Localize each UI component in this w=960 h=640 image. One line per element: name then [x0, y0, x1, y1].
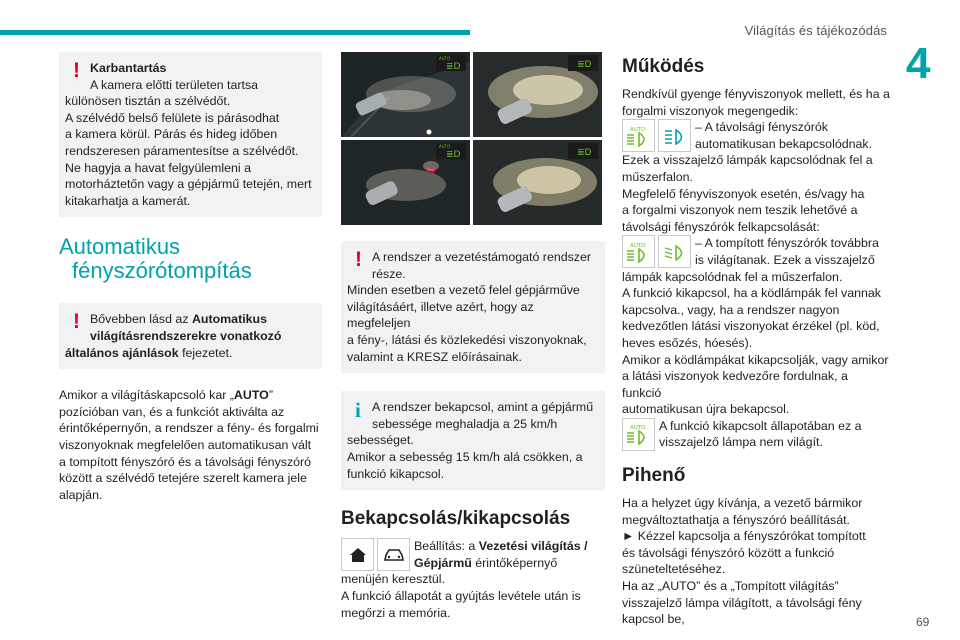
svg-text:AUTO: AUTO — [629, 242, 645, 249]
home-icon — [341, 538, 374, 571]
reference-line — [65, 311, 312, 328]
road-illustrations — [341, 52, 605, 225]
text: Amikor a világításkapcsoló kar „ — [59, 388, 234, 403]
body-line: műszerfalon. — [622, 169, 693, 184]
car-icon — [377, 538, 410, 571]
auto-high-beam-off-icon — [622, 418, 655, 451]
body-line: Rendkívül gyenge fényviszonyok mellett, és ha a — [622, 87, 890, 101]
warning-line: a fény-, látási és közlekedési viszonyoknak, — [347, 332, 587, 347]
road-illustration-3 — [341, 140, 470, 225]
maintenance-warning-box — [59, 52, 322, 217]
reference-line — [65, 345, 312, 362]
warning-line: a kamera körül. Párás és hideg időben — [65, 127, 278, 142]
header-accent-bar — [0, 30, 470, 35]
auto-label: AUTO — [629, 126, 645, 133]
info-line: sebességet. — [347, 433, 414, 448]
body-line: és távolsági fényszóró között a funkció — [622, 545, 835, 560]
section-heading-line: Automatikus — [59, 234, 181, 260]
text: érintőképernyő — [471, 555, 558, 570]
warning-icon: ! — [355, 248, 362, 271]
warning-line: valamint a KRESZ előírásainak. — [347, 349, 522, 364]
pause-heading: Pihenő — [622, 465, 686, 487]
chapter-number: 4 — [906, 39, 931, 88]
body-line: A funkció kikapcsol, ha a ködlámpák fel vannak — [622, 286, 881, 301]
item-line: – A tompított fényszórók továbbra — [695, 236, 879, 251]
svg-text:AUTO: AUTO — [629, 425, 645, 432]
speed-info-box — [341, 391, 605, 490]
svg-text:AUTO: AUTO — [439, 144, 451, 149]
body-line: a forgalmi viszonyok nem teszik lehetővé a — [622, 203, 858, 218]
body-line: pozícióban van, és a funkciót aktiválta az — [59, 404, 285, 419]
svg-text:≣D: ≣D — [446, 62, 461, 72]
body-line: megváltoztathatja a fényszóró beállítását. — [622, 512, 850, 527]
body-line: viszonyoknak megfelelően automatikusan vált — [59, 437, 312, 452]
body-line: Amikor a ködlámpákat kikapcsolják, vagy amikor — [622, 352, 889, 367]
operation-heading: Működés — [622, 56, 705, 77]
auto-badge-label: AUTO — [439, 56, 451, 61]
reference-warning-box — [59, 303, 322, 369]
body-line: megőrzi a memória. — [341, 605, 451, 620]
svg-text:≣D: ≣D — [446, 150, 461, 160]
text: Bővebben lásd az — [90, 312, 192, 327]
warning-line: A rendszer a vezetéstámogató rendszer — [372, 250, 592, 264]
activation-heading: Bekapcsolás/kikapcsolás — [341, 508, 571, 530]
body-line: alapján. — [59, 487, 103, 502]
road-illustration-2 — [473, 52, 602, 137]
low-beam-row — [622, 235, 890, 268]
text: Beállítás: a — [414, 539, 479, 554]
item-line: – A távolsági fényszórók — [695, 120, 828, 135]
body-line: menüjén keresztül. — [341, 572, 445, 587]
page-number: 69 — [916, 615, 930, 629]
body-line: Ha az „AUTO” és a „Tompított világítás” — [622, 579, 839, 594]
body-line: kapcsolva., vagy, ha a rendszer nagyon — [622, 302, 840, 317]
body-line — [59, 387, 322, 404]
body-line: Ha a helyzet úgy kívánja, a vezető bármikor — [622, 496, 863, 511]
warning-line: Ne hagyja a havat felgyülemleni a — [65, 160, 251, 175]
body-line: A funkció állapotát a gyújtás levétele után is — [341, 588, 581, 603]
warning-line: A szélvédő belső felülete is párásodhat — [65, 110, 280, 125]
warning-title: Karbantartás — [90, 61, 167, 75]
off-indicator-row — [622, 418, 890, 451]
item-line: visszajelző lámpa nem világít. — [659, 435, 823, 450]
svg-text:≣D: ≣D — [577, 60, 592, 70]
body-line: automatikusan újra bekapcsol. — [622, 402, 790, 417]
warning-line: világításáért, illetve azért, hogy az megfeleljen — [347, 299, 534, 331]
warning-line: kitakarhatja a kamerát. — [65, 193, 191, 208]
body-line: visszajelző lámpa világított, a távolsági fény — [622, 595, 862, 610]
road-illustration-4 — [473, 140, 602, 225]
warning-icon: ! — [73, 59, 80, 82]
text: fejezetet. — [178, 345, 233, 360]
body-line: kedvezőtlen látási viszonyokat érzékel (pl. köd, — [622, 319, 880, 334]
high-beam-icon — [658, 119, 691, 152]
warning-line: Minden esetben a vezető felel gépjárműve — [347, 283, 580, 298]
body-line: lámpák kapcsolódnak fel a műszerfalon. — [622, 269, 843, 284]
body-line: Ezek a visszajelző lámpák kapcsolódnak fel a — [622, 153, 873, 168]
item-line: A funkció kikapcsolt állapotában ez a — [659, 418, 862, 433]
warning-line: A kamera előtti területen tartsa — [90, 77, 259, 92]
driver-responsibility-warning — [341, 241, 605, 373]
section-heading-line: fényszórótompítás — [72, 258, 252, 284]
info-line: funkció kikapcsol. — [347, 466, 445, 481]
item-line: is világítanak. Ezek a visszajelző — [695, 252, 875, 267]
reference-line: világításrendszerekre vonatkozó — [90, 328, 282, 343]
warning-line: része. — [372, 266, 406, 281]
info-line: Amikor a sebesség 15 km/h alá csökken, a — [347, 449, 583, 464]
text-bold: Gépjármű — [414, 555, 472, 570]
text-bold: általános ajánlások — [65, 345, 179, 360]
svg-text:≣D: ≣D — [577, 148, 592, 158]
settings-line — [414, 538, 605, 555]
section-heading — [59, 235, 322, 283]
column-2 — [341, 52, 605, 621]
text-bold: AUTO — [233, 388, 269, 403]
body-line: forgalmi viszonyok megengedik: — [622, 103, 799, 118]
body-line: között a szélvédő tetejére szerelt kamera jele — [59, 471, 307, 486]
warning-icon: ! — [73, 310, 80, 334]
body-line: távolsági fényszórók felkapcsolását: — [622, 219, 820, 234]
info-icon: i — [355, 398, 361, 423]
text: ” — [268, 388, 273, 403]
info-line: sebessége meghaladja a 25 km/h — [372, 416, 558, 431]
body-line: Megfelelő fényviszonyok esetén, és/vagy ha — [622, 186, 865, 201]
column-3 — [622, 52, 890, 628]
body-line: szüneteltetéséhez. — [622, 562, 726, 577]
high-beam-auto-row — [622, 119, 890, 152]
body-line: a tompított fényszóró és a távolsági fényszóró — [59, 454, 312, 469]
road-illustration-1 — [341, 52, 470, 137]
settings-line — [414, 555, 605, 572]
warning-line: különösen tisztán a szélvédőt. — [65, 94, 231, 109]
settings-row — [341, 538, 605, 571]
warning-line: rendszeresen páramentesítse a szélvédőt. — [65, 143, 299, 158]
running-header: Világítás és tájékozódás — [744, 23, 887, 38]
body-line: a látási viszonyok kedvezőre fordulnak, a funkció — [622, 369, 848, 400]
body-line: érintőképernyőn, a rendszer a fény- és forgalmi — [59, 421, 319, 436]
auto-high-beam-icon — [622, 235, 655, 268]
info-line: A rendszer bekapcsol, amint a gépjármű — [372, 400, 594, 415]
warning-line: motorháztetőn vagy a gépjármű tetején, mert — [65, 177, 312, 192]
auto-high-beam-icon — [622, 119, 655, 152]
column-1 — [59, 52, 322, 503]
item-line: automatikusan bekapcsolódnak. — [695, 136, 873, 151]
body-line: kapcsol be, — [622, 612, 685, 627]
text-bold: Automatikus — [191, 312, 267, 327]
low-beam-icon — [658, 235, 691, 268]
body-line: ► Kézzel kapcsolja a fényszórókat tompított — [622, 529, 866, 544]
text-bold: Vezetési világítás / — [478, 539, 588, 554]
body-line: heves esőzés, hóesés). — [622, 335, 753, 350]
